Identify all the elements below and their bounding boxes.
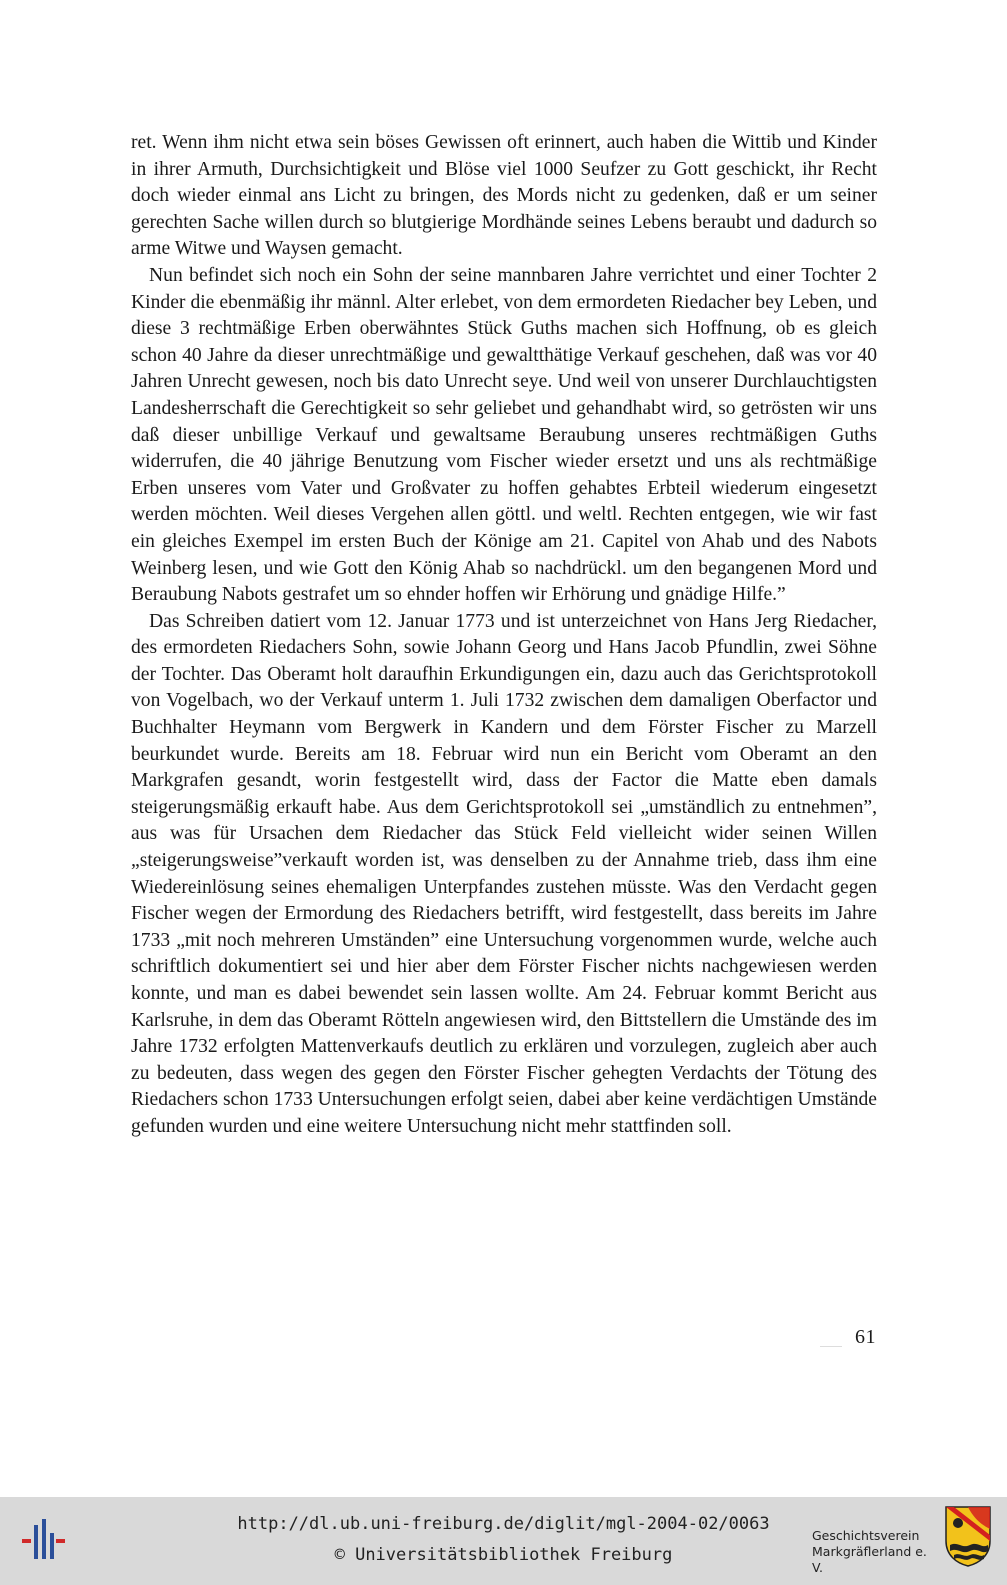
paragraph-1: ret. Wenn ihm nicht etwa sein böses Gewissen oft erinnert, auch haben die Wittib und Kinder in ihrer Armuth, Durchsichtigkeit und Blöse viel 1000 Seufzer zu Gott geschickt, ihr Recht doch wieder einmal ans Licht zu bringen, des Mords nicht zu gedenken, daß er um seiner gerechten Sache willen durch so blutgierige Mordhände seines Lebens beraubt und dadurch so arme Witwe und Waysen gemacht.	[131, 132, 877, 260]
coat-of-arms-icon	[944, 1505, 992, 1567]
footer-url-link[interactable]: http://dl.ub.uni-freiburg.de/diglit/mgl-2004-02/0063	[237, 1514, 770, 1534]
page-number: 61	[820, 1326, 876, 1349]
footer-bar	[0, 1497, 1007, 1585]
society-name	[812, 1528, 940, 1576]
paragraph-3: Das Schreiben datiert vom 12. Januar 1773 und ist unterzeichnet von Hans Jerg Riedacher, des ermordeten Riedachers Sohn, sowie Johann Georg und Hans Jacob Pfundlin, zwei Söhne der Tochter. Das Oberamt holt daraufhin Erkundigungen ein, dazu auch das Gerichtsprotokoll von Vogelbach, wo der Verkauf unterm 1. Juli 1732 zwischen dem damaligen Oberfactor und Buchhalter Heymann vom Bergwerk in Kandern und dem Förster Fischer zu Marzell beurkundet wurde. Bereits am 18. Februar wird nun ein Bericht vom Oberamt an den Markgrafen gesandt, worin festgestellt wird, dass der Factor die Matte eben damals steigerungsmäßig erkauft habe. Aus dem Gerichtsprotokoll sei „umständlich zu entnehmen”, aus was für Ursachen dem Riedacher das Stück Feld vielleicht wider seinen Willen „steigerungsweise”verkauft worden ist, was denselben zu der Annahme trieb, dass ihm eine Wiedereinlösung seines ehemaligen Unterpfandes zustehen müsste. Was den Verdacht gegen Fischer wegen der Ermordung des Riedachers betrifft, wird festgestellt, dass bereits im Jahre 1733 „mit noch mehreren Umständen” eine Untersuchung vorgenommen wurde, welche auch schriftlich dokumentiert sei und hier aber dem Förster Fischer nichts nachgewiesen werden konnte, und man es dabei bewendet sein lassen wollte. Am 24. Februar kommt Bericht aus Karlsruhe, in dem das Oberamt Rötteln angewiesen wird, den Bittstellern die Umstände des im Jahre 1732 erfolgten Mattenverkaufs deutlich zu erklären und vorzulegen, zugleich aber auch zu bedeuten, dass wegen des gegen den Förster Fischer gehegten Verdachts der Tötung des Riedachers schon 1733 Untersuchungen erfolgt seien, dabei aber keine verdächtigen Umstände gefunden wurden und eine weitere Untersuchung nicht mehr stattfinden soll.	[131, 610, 877, 1137]
page-body-text	[131, 130, 877, 1141]
footer-copyright: © Universitätsbibliothek Freiburg	[334, 1545, 673, 1565]
society-name-line-1: Geschichtsverein	[812, 1528, 920, 1543]
society-name-line-2: Markgräflerland e. V.	[812, 1544, 927, 1575]
paragraph-2: Nun befindet sich noch ein Sohn der seine mannbaren Jahre verrichtet und einer Tochter 2 Kinder die ebenmäßig ihr männl. Alter erlebet, von dem ermordeten Riedacher bey Leben, und diese 3 rechtmäßige Erben oberwähntes Stück Guths machen sich Hoffnung, ob es gleich schon 40 Jahre da dieser unrechtmäßige und gewaltthätige Verkauf geschehen, daß was vor 40 Jahren Unrecht gewesen, noch bis dato Unrecht seye. Und weil von unserer Durchlauchtigsten Landesherrschaft die Gerechtigkeit so sehr geliebet und gehandhabt wird, so getrösten wir uns daß dieser unbillige Verkauf und gewaltsame Beraubung unseres rechtmäßigen Guths widerrufen, die 40 jährige Benutzung vom Fischer wieder ersetzt und uns als rechtmäßige Erben unseres vom Vater und Großvater zu hoffen gehabtes Erbteil wiederum eingesetzt werden möchten. Weil dieses Vergehen allen göttl. und weltl. Rechten entgegen, wie wir fast ein gleiches Exempel im ersten Buch der Könige am 21. Capitel von Ahab und des Nabots Weinberg lesen, und wie Gott den König Ahab so nachdrückl. um den begangenen Mord und Beraubung Nabots gestrafet um so ehnder hoffen wir Erhörung und gnädige Hilfe.”	[131, 264, 877, 606]
